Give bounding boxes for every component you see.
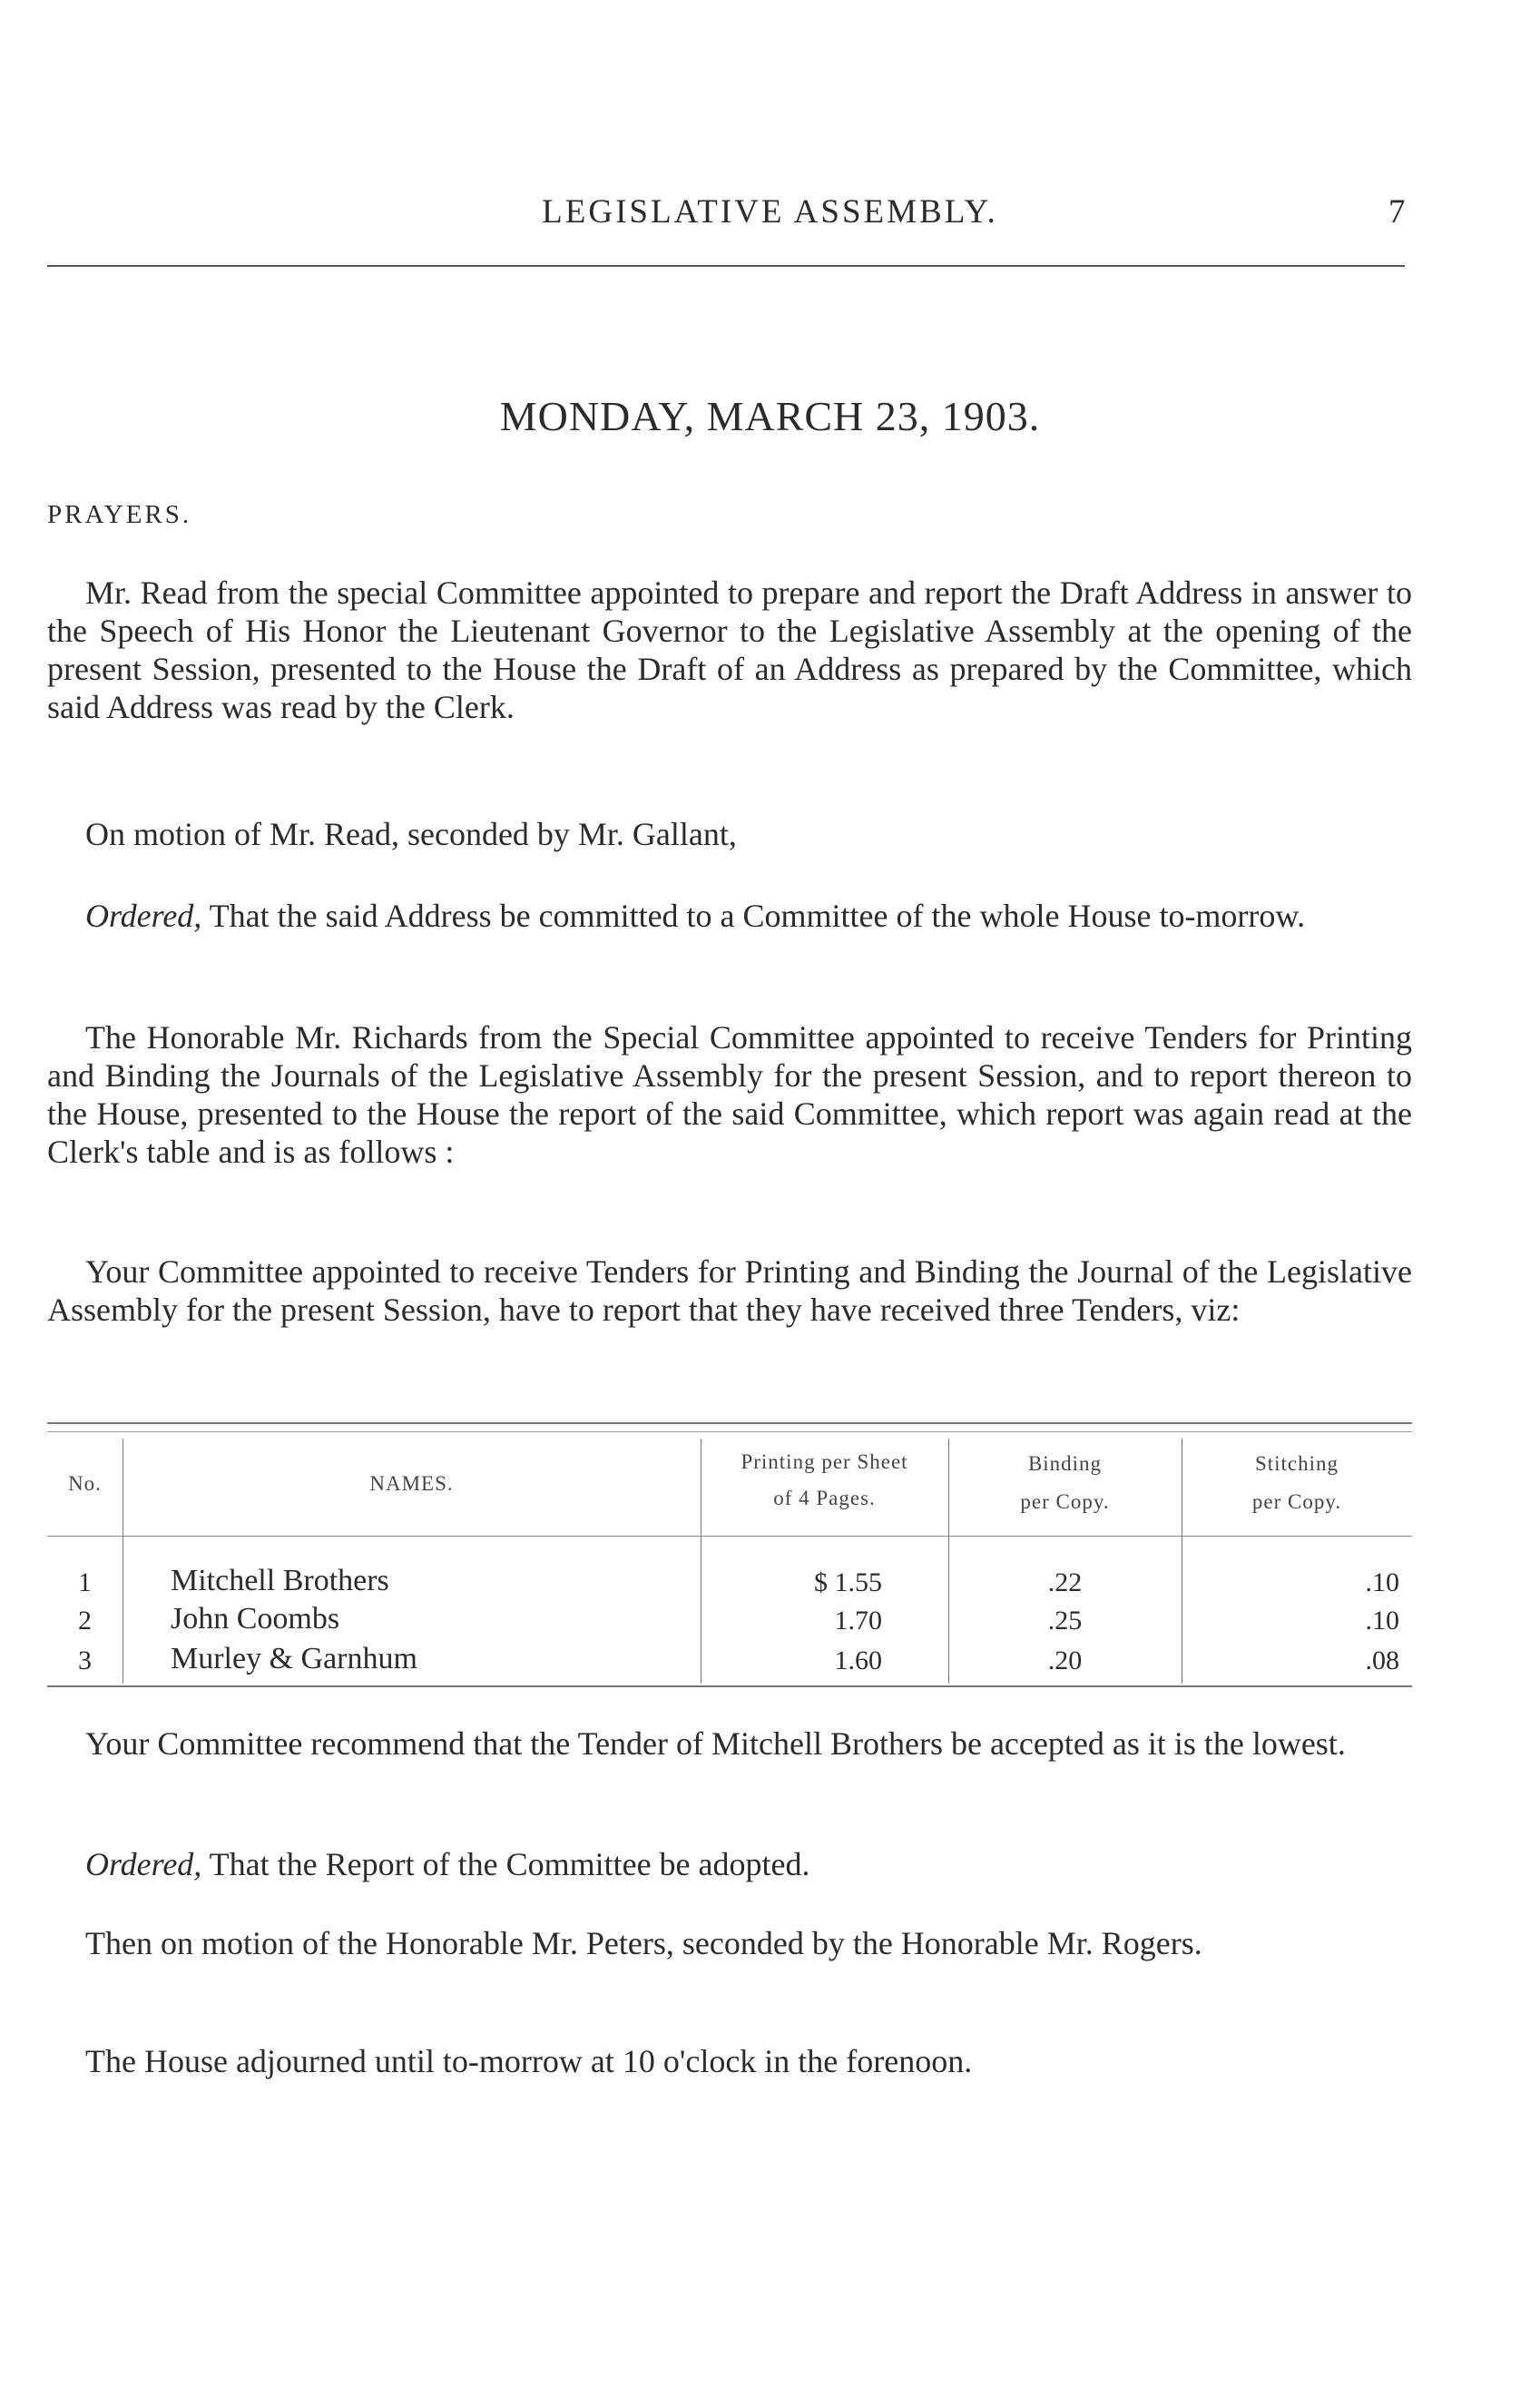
table-row-printing: $ 1.55	[814, 1567, 882, 1597]
paragraph-motion-read: On motion of Mr. Read, seconded by Mr. Gallant,	[85, 816, 737, 852]
paragraph-ordered-committee	[47, 897, 1412, 935]
table-row-binding: .25	[1047, 1606, 1083, 1636]
paragraph-draft-address: Mr. Read from the special Committee appointed to prepare and report the Draft Address in answer to the Speech of His Honor the Lieutenant Governor to the Legislative Assembly at the opening of the present Session, presented to the House the Draft of an Address as prepared by the Committee, which said Address was read by the Clerk.	[47, 575, 1412, 725]
paragraph-richards-report: The Honorable Mr. Richards from the Special Committee appointed to receive Tenders for Printing and Binding the Journals of the Legislative Assembly for the present Session, and to report thereon to the House, presented to the House the report of the said Committee, which report was again read at the Clerk's table and is as follows :	[47, 1019, 1412, 1170]
header-printing-line2: of 4 Pages.	[773, 1487, 876, 1509]
table-row-stitching: .08	[1365, 1645, 1399, 1675]
paragraph-committee-tenders: Your Committee appointed to receive Tenders for Printing and Binding the Journal of the Legislative Assembly for the present Session, have to report that they have received three Tenders, viz:	[47, 1253, 1412, 1328]
table-top-rule-inner	[47, 1431, 1412, 1432]
page-number: 7	[1388, 193, 1406, 231]
table-row-binding: .20	[1047, 1645, 1083, 1675]
header-binding-line2: per Copy.	[1020, 1490, 1110, 1513]
table-row-stitching: .10	[1365, 1567, 1399, 1597]
header-binding-line1: Binding	[1027, 1452, 1103, 1475]
header-rule	[47, 265, 1405, 267]
table-row-no: 3	[78, 1645, 92, 1675]
paragraph-motion-peters: Then on motion of the Honorable Mr. Peters, seconded by the Honorable Mr. Rogers.	[85, 1925, 1202, 1961]
paragraph-adjourned: The House adjourned until to-morrow at 10 o'clock in the forenoon.	[85, 2043, 973, 2079]
table-row-binding: .22	[1047, 1567, 1083, 1597]
table-row-printing: 1.60	[834, 1645, 882, 1675]
table-row-printing: 1.70	[834, 1606, 882, 1636]
paragraph-ordered-adopted	[47, 1845, 1412, 1883]
table-row-name: Mitchell Brothers	[171, 1564, 389, 1597]
table-header-rule	[47, 1536, 1412, 1537]
table-row-name: John Coombs	[171, 1602, 340, 1636]
table-top-rule	[47, 1422, 1412, 1424]
header-no: No.	[68, 1472, 102, 1495]
ordered-label: Ordered,	[85, 1846, 202, 1882]
header-stitching-line2: per Copy.	[1251, 1490, 1342, 1513]
table-row-name: Murley & Garnhum	[171, 1642, 417, 1675]
table-row-no: 2	[78, 1606, 92, 1636]
ordered-text: That the Report of the Committee be adopted.	[201, 1846, 810, 1882]
ordered-label: Ordered,	[85, 898, 202, 934]
ordered-text: That the said Address be committed to a Committee of the whole House to-morrow.	[201, 898, 1306, 934]
header-names: NAMES.	[369, 1472, 454, 1495]
table-row-stitching: .10	[1365, 1606, 1399, 1636]
paragraph-recommend: Your Committee recommend that the Tender of Mitchell Brothers be accepted as it is the lowest.	[85, 1725, 1346, 1762]
date-heading: MONDAY, MARCH 23, 1903.	[499, 393, 1041, 439]
header-stitching-line1: Stitching	[1254, 1452, 1339, 1475]
running-title: LEGISLATIVE ASSEMBLY.	[542, 193, 998, 231]
prayers-label: PRAYERS.	[47, 500, 192, 529]
table-bottom-rule	[47, 1685, 1412, 1687]
header-printing-line1: Printing per Sheet	[741, 1450, 908, 1473]
table-row-no: 1	[78, 1567, 92, 1597]
